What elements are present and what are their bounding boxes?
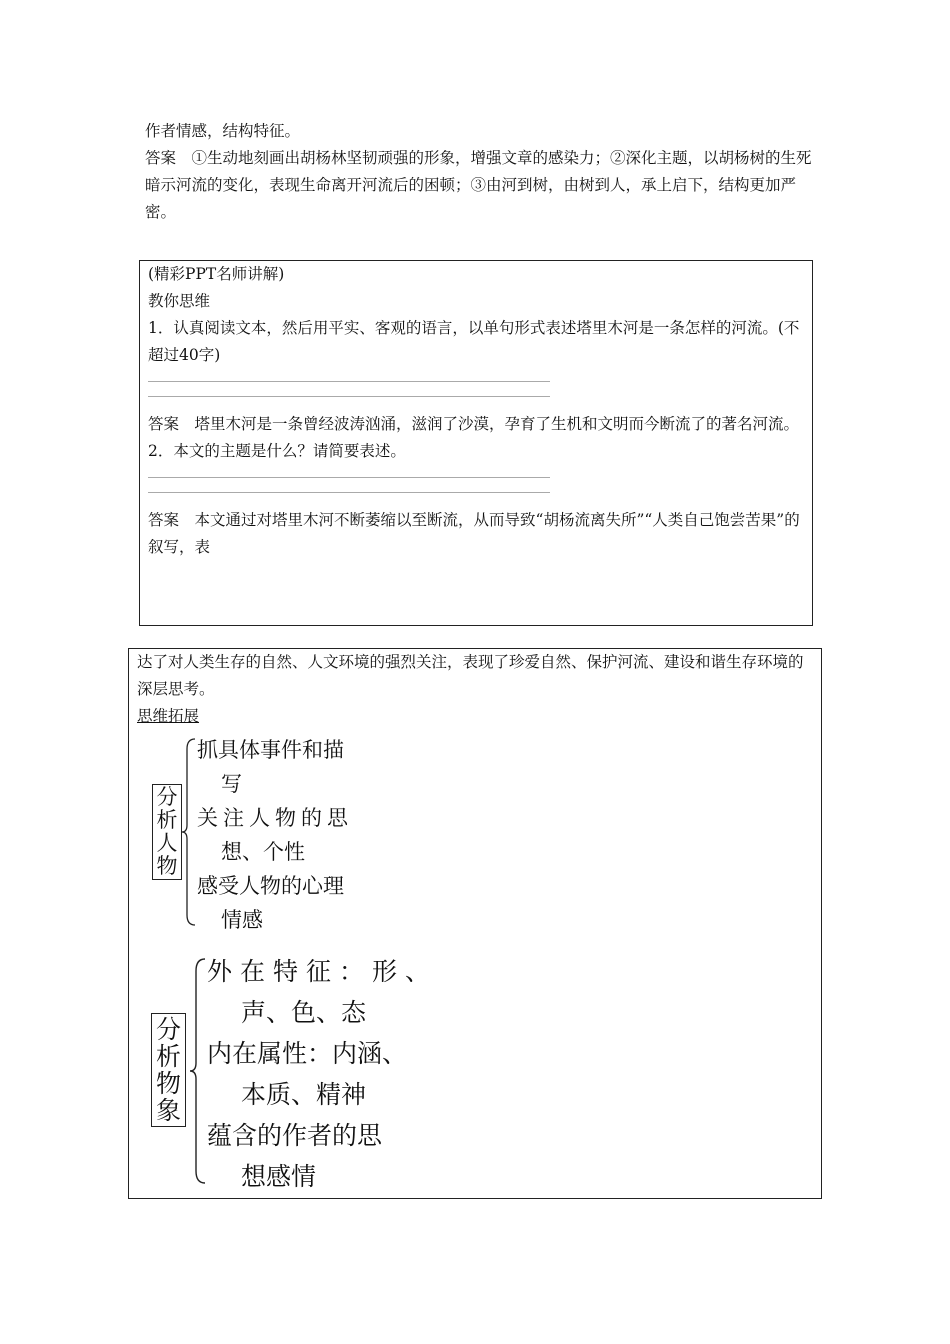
mind-map-line: 想感情 <box>241 1162 317 1191</box>
answer-label: 答案 <box>148 511 180 529</box>
mind-map-line: 想、个性 <box>221 840 305 864</box>
section-title: 教你思维 <box>148 292 211 310</box>
answer-label: 答案 <box>148 415 180 433</box>
title-char: 象 <box>155 1096 181 1125</box>
title-char: 析 <box>156 808 178 832</box>
mind-map-line: 抓具体事件和描 <box>197 738 344 762</box>
mind-map-line: 蕴含的作者的思 <box>207 1121 383 1150</box>
answer-1 <box>148 411 804 438</box>
section-title: 思维拓展 <box>137 707 200 725</box>
answer-text: 本文通过对塔里木河不断萎缩以至断流，从而导致“胡杨流离失所”“人类自己饱尝苦果”的叙写，表 <box>148 511 800 556</box>
answer-text: 塔里木河是一条曾经波涛汹涌，滋润了沙漠，孕育了生机和文明而今断流了的著名河流。 <box>194 415 800 433</box>
answer-blank-line <box>148 492 550 493</box>
mind-map-line: 关注人物的思 <box>197 806 353 830</box>
question-1: 1．认真阅读文本，然后用平实、客观的语言，以单句形式表述塔里木河是一条怎样的河流。(不超过40字) <box>148 319 800 364</box>
title-char: 物 <box>156 854 178 878</box>
extension-box <box>128 648 822 1199</box>
lecture-box <box>139 260 813 626</box>
answer-blank-line <box>148 477 550 478</box>
title-char: 物 <box>155 1069 181 1098</box>
mind-map-line: 声、色、态 <box>241 998 367 1027</box>
title-char: 析 <box>155 1042 181 1071</box>
left-brace-icon <box>189 957 207 1185</box>
question-2: 2．本文的主题是什么？请简要表述。 <box>148 442 406 460</box>
answer-blank-line <box>148 381 550 382</box>
answer-text: ①生动地刻画出胡杨林坚韧顽强的形象，增强文章的感染力；②深化主题，以胡杨树的生死暗示河流的变化，表现生命离开河流后的困顿；③由河到树，由树到人，承上启下，结构更加严密。 <box>145 149 812 221</box>
intro-section <box>145 118 813 226</box>
answer-blank-line <box>148 396 550 397</box>
mind-map-line: 感受人物的心理 <box>197 874 344 898</box>
left-brace-icon <box>181 737 197 927</box>
mind-map-line: 外在特征：形、 <box>207 957 439 986</box>
mind-map-line: 内在属性：内涵、 <box>207 1039 408 1068</box>
intro-answer <box>145 145 813 226</box>
continued-answer: 达了对人类生存的自然、人文环境的强烈关注，表现了珍爱自然、保护河流、建设和谐生存环境的深层思考。 <box>137 653 804 698</box>
answer-label: 答案 <box>145 149 177 167</box>
mind-map-line: 本质、精神 <box>241 1080 367 1109</box>
mind-map-line: 写 <box>221 772 242 796</box>
mind-map-title-box <box>152 784 182 880</box>
intro-line: 作者情感，结构特征。 <box>145 122 301 140</box>
answer-2 <box>148 507 804 561</box>
mind-map-line: 情感 <box>221 908 263 932</box>
box-header: (精彩PPT名师讲解) <box>148 265 285 283</box>
mind-map-title-box <box>151 1013 186 1127</box>
title-char: 分 <box>156 785 178 809</box>
title-char: 分 <box>155 1015 181 1044</box>
title-char: 人 <box>156 831 178 855</box>
